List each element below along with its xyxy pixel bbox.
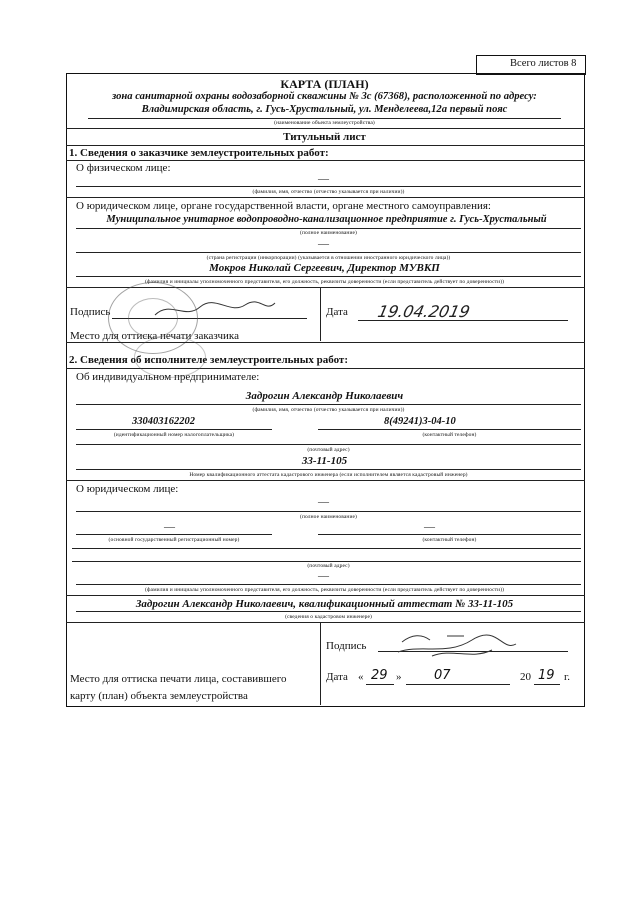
section2-stamp-label-line1: Место для оттиска печати лица, составившего [70,673,287,685]
section2-date-year-prefix: 20 [520,671,531,683]
section1-legal-value: Муниципальное унитарное водопроводно-канализационное предприятие г. Гусь-Хрустальный [106,214,547,225]
section1-representative-caption: (фамилия и инициалы уполномоченного представителя, его должность, реквизиты доверенности (если представитель действует по доверенности)) [144,279,505,285]
section1-legal-label: О юридическом лице, органе государственной власти, органе местного самоуправления: [76,200,491,212]
section2-entrepreneur-label: Об индивидуальном предпринимателе: [76,371,260,383]
section2-engineer-caption: (сведения о кадастровом инженере) [285,614,372,620]
section2-legal-label: О юридическом лице: [76,483,179,495]
section2-phone-value: 8(49241)3-04-10 [384,416,456,427]
section1-date-label: Дата [326,306,348,318]
section1-stamp-inner [128,298,178,338]
section2-entrepreneur-caption: (фамилия, имя, отчество (отчество указывается при наличии)) [252,407,405,413]
section2-postal-caption: (почтовый адрес) [307,447,350,453]
section1-date-value: 19.04.2019 [375,302,472,321]
section2-date-close-quote: » [396,671,402,683]
section1-stamp-label: Место для оттиска печати заказчика [70,330,239,342]
section2-legal-phone-caption: (контактный телефон) [422,537,477,543]
section2-date-year-suffix: 19 [538,668,555,683]
section1-signature-label: Подпись [70,306,111,318]
document-subtitle-line1: зона санитарной охраны водозаборной скважины № 3с (67368), расположенной по адресу: [112,91,537,102]
section2-postal-caption2: (почтовый адрес) [307,563,350,569]
section2-inn-caption: (идентификационный номер налогоплательщика) [113,432,235,438]
section2-legal-value: — [318,496,329,508]
section2-ogrn-caption: (основной государственный регистрационный номер) [108,537,240,543]
section1-representative-value: Мокров Николай Сергеевич, Директор МУВКП [209,262,440,274]
sheets-total: Всего листов 8 [510,58,577,69]
section1-registration-value: — [318,238,329,250]
section2-inn-value: 330403162202 [132,416,195,427]
section1-individual-value: — [318,173,329,185]
section2-legal-caption: (полное наименование) [300,514,357,520]
section1-individual-caption: (фамилия, имя, отчество (отчество указывается при наличии)) [252,189,405,195]
section2-signature-label: Подпись [326,640,367,652]
subtitle-caption: (наименование объекта землеустройства) [274,120,375,126]
section2-legal-phone-value: — [424,521,435,533]
section2-date-label: Дата [326,671,348,683]
section2-certificate-value: 33-11-105 [301,455,348,467]
section2-ogrn-value: — [164,521,175,533]
section2-certificate-caption: Номер квалификационного аттестата кадастрового инженера (если исполнителем является кадастровый инженер) [189,472,468,478]
section2-postal-value: — [318,570,329,582]
sheet-name: Титульный лист [283,131,366,143]
section2-phone-caption: (контактный телефон) [422,432,477,438]
section1-individual-label: О физическом лице: [76,162,171,174]
section1-legal-caption: (полное наименование) [300,230,357,236]
section2-representative-caption: (фамилия и инициалы уполномоченного представителя, его должность, реквизиты доверенности (если представитель действует по доверенности)) [144,587,505,593]
section2-date-day: 29 [371,668,388,683]
section2-date-open-quote: « [358,671,364,683]
section2-stamp-imprint [134,336,206,378]
document-title: КАРТА (ПЛАН) [280,77,369,91]
section2-date-year-unit: г. [564,671,571,683]
section1-registration-caption: (страна регистрации (инкорпорации) (указывается в отношении иностранного юридического лица)) [206,255,451,261]
section2-date-month: 07 [434,668,451,683]
section2-engineer-value: Задрогин Александр Николаевич, квалификационный аттестат № 33-11-105 [135,598,514,610]
document-subtitle-line2: Владимирская область, г. Гусь-Хрустальный, ул. Менделеева,12а первый пояс [141,104,508,115]
section2-signature [392,630,522,662]
section1-heading: 1. Сведения о заказчике землеустроительных работ: [69,147,329,159]
section2-heading: 2. Сведения об исполнителе землеустроительных работ: [69,354,349,366]
section2-stamp-label-line2: карту (план) объекта землеустройства [70,690,248,702]
section2-entrepreneur-name: Задрогин Александр Николаевич [245,390,404,402]
